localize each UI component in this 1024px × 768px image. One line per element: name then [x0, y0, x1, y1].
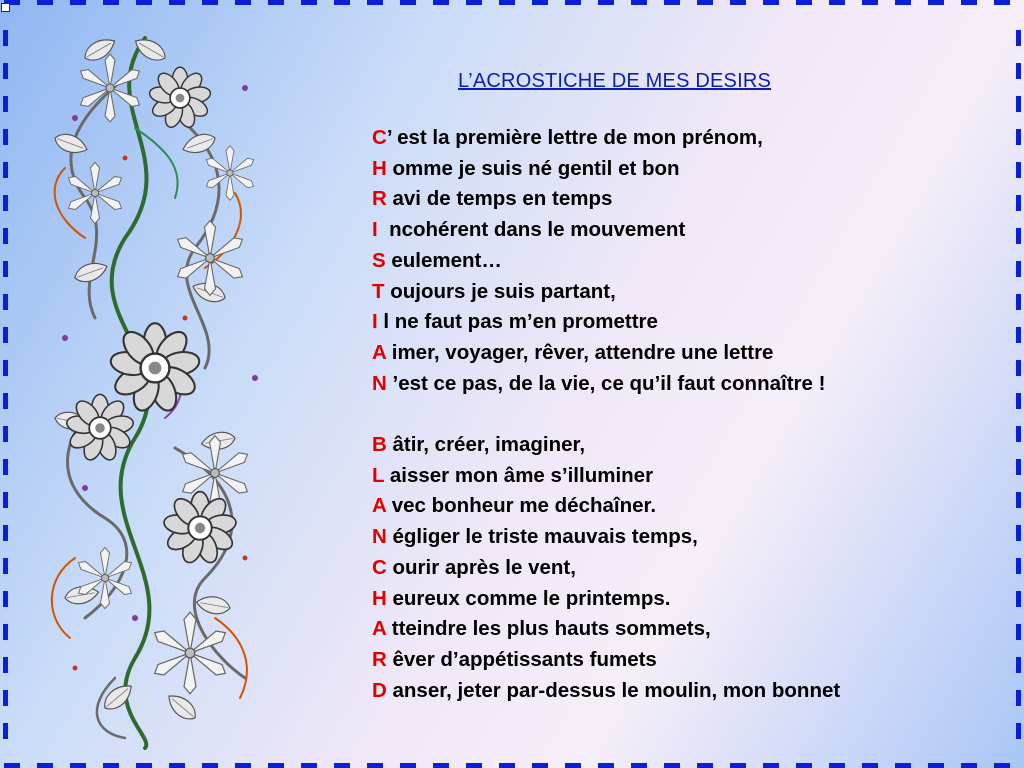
border-dash [499, 763, 515, 768]
border-dash [268, 763, 284, 768]
border-dash [664, 0, 680, 5]
acrostic-initial: R [372, 647, 387, 671]
poem-line-text: omme je suis né gentil et bon [386, 156, 680, 180]
border-dash [1016, 393, 1021, 409]
poem-line-text: vec bonheur me déchaîner. [386, 494, 657, 518]
border-dash [1016, 591, 1021, 607]
acrostic-initial: I [372, 310, 378, 334]
border-dash [1016, 624, 1021, 640]
border-dash [3, 63, 8, 79]
border-dash [103, 763, 119, 768]
border-dash [961, 0, 977, 5]
poem-line [372, 430, 840, 461]
poem-line-text: imer, voyager, rêver, attendre une lettre [386, 340, 774, 364]
border-dash [37, 763, 53, 768]
border-dash [1016, 492, 1021, 508]
border-dash [1016, 690, 1021, 706]
border-dash [3, 657, 8, 673]
poem-line [372, 369, 825, 400]
border-dash [565, 0, 581, 5]
border-dash [862, 0, 878, 5]
border-dash [103, 0, 119, 5]
border-dash [532, 0, 548, 5]
border-dash [433, 763, 449, 768]
border-dash [1016, 228, 1021, 244]
border-dash [400, 0, 416, 5]
poem-line-text: ourir après le vent, [386, 555, 576, 579]
border-dash [1016, 261, 1021, 277]
border-dash [3, 294, 8, 310]
poem-line [372, 553, 840, 584]
border-dash [466, 763, 482, 768]
acrostic-initial: H [372, 156, 387, 180]
border-dash [895, 0, 911, 5]
acrostic-initial: C [372, 126, 387, 149]
border-dash [3, 426, 8, 442]
border-dash [1016, 723, 1021, 739]
acrostic-initial: T [372, 279, 385, 303]
border-dash [763, 763, 779, 768]
border-dash [3, 360, 8, 376]
border-dash [367, 763, 383, 768]
border-dash [433, 0, 449, 5]
acrostic-initial: I [372, 218, 378, 242]
poem-line [372, 215, 825, 246]
border-dash [3, 129, 8, 145]
border-dash [1016, 459, 1021, 475]
border-dash [334, 763, 350, 768]
border-dash [730, 763, 746, 768]
border-dash [532, 763, 548, 768]
border-dash [3, 30, 8, 46]
poem-line [372, 246, 825, 277]
border-dash [3, 228, 8, 244]
border-dash [1016, 195, 1021, 211]
poem-line [372, 338, 825, 369]
border-dash [466, 0, 482, 5]
poem-line [372, 614, 840, 645]
poem-line-text: eureux comme le printemps. [386, 586, 671, 610]
border-dash [334, 0, 350, 5]
poem-line-text: avi de temps en temps [386, 187, 613, 211]
border-dash [1016, 426, 1021, 442]
poem-line-text: ’est ce pas, de la vie, ce qu’il faut connaître ! [386, 371, 826, 395]
border-dash [367, 0, 383, 5]
border-dash [136, 0, 152, 5]
poem-line [372, 491, 840, 522]
border-dash [829, 763, 845, 768]
acrostic-initial: B [372, 433, 387, 456]
border-dash [1016, 129, 1021, 145]
border-dash [565, 763, 581, 768]
poem-line-text: aisser mon âme s’illuminer [384, 463, 654, 487]
border-dash [1016, 525, 1021, 541]
border-dash [3, 624, 8, 640]
border-dash [697, 0, 713, 5]
acrostic-initial: S [372, 248, 386, 272]
border-dash [1016, 294, 1021, 310]
acrostic-initial: L [372, 463, 385, 487]
border-dash [1016, 162, 1021, 178]
poem-line-text: oujours je suis partant, [384, 279, 616, 303]
border-dash [3, 492, 8, 508]
border-dash [1016, 558, 1021, 574]
border-dash [829, 0, 845, 5]
poem-line [372, 277, 825, 308]
border-dash [1016, 30, 1021, 46]
border-dash [3, 690, 8, 706]
border-dash [994, 0, 1010, 5]
border-dash [631, 763, 647, 768]
border-dash [796, 763, 812, 768]
stanza-1 [372, 123, 825, 399]
border-dash [1016, 657, 1021, 673]
border-dash [697, 763, 713, 768]
poem-line [372, 584, 840, 615]
border-dash [3, 327, 8, 343]
border-dash [1016, 63, 1021, 79]
poem-line-text: tteindre les plus hauts sommets, [386, 617, 711, 641]
border-dash [4, 763, 20, 768]
border-dash [400, 763, 416, 768]
border-dash [37, 0, 53, 5]
border-dash [169, 0, 185, 5]
border-dash [730, 0, 746, 5]
poem-line-text: ’ est la première lettre de mon prénom, [386, 126, 763, 149]
border-dash [598, 763, 614, 768]
border-dash [3, 723, 8, 739]
border-dash [3, 96, 8, 112]
acrostic-initial: A [372, 617, 387, 641]
poem-line [372, 184, 825, 215]
border-dash [3, 591, 8, 607]
poem-line-text: eulement… [385, 248, 502, 272]
border-dash [499, 0, 515, 5]
border-dash [70, 0, 86, 5]
border-dash [1016, 96, 1021, 112]
border-dash [928, 763, 944, 768]
border-dash [268, 0, 284, 5]
acrostic-initial: R [372, 187, 387, 211]
border-dash [1016, 360, 1021, 376]
border-dash [895, 763, 911, 768]
acrostic-initial: C [372, 555, 387, 579]
border-dash [169, 763, 185, 768]
border-dash [3, 261, 8, 277]
poem-line-text: l ne faut pas m’en promettre [377, 310, 658, 334]
poem-line-text: ncohérent dans le mouvement [377, 218, 686, 242]
border-dash [3, 195, 8, 211]
poem-line-text: anser, jeter par-dessus le moulin, mon bonnet [386, 678, 841, 702]
acrostic-initial: D [372, 678, 387, 702]
border-dash [235, 0, 251, 5]
corner-marker [1, 3, 10, 12]
border-dash [301, 763, 317, 768]
border-dash [664, 763, 680, 768]
border-dash [598, 0, 614, 5]
poem-line [372, 461, 840, 492]
poem-line [372, 676, 840, 707]
border-dash [3, 459, 8, 475]
floral-ornament-icon [15, 18, 285, 750]
border-dash [3, 393, 8, 409]
border-dash [1016, 327, 1021, 343]
poem-line [372, 307, 825, 338]
acrostic-initial: H [372, 586, 387, 610]
poem-line-text: âtir, créer, imaginer, [386, 433, 586, 456]
acrostic-initial: N [372, 371, 387, 395]
border-dash [136, 763, 152, 768]
acrostic-initial: A [372, 494, 387, 518]
stanza-2 [372, 430, 840, 706]
poem-line [372, 645, 840, 676]
poem-line-text: êver d’appétissants fumets [386, 647, 657, 671]
border-dash [631, 0, 647, 5]
border-dash [994, 763, 1010, 768]
poem-line [372, 123, 825, 154]
acrostic-initial: N [372, 525, 387, 549]
border-dash [763, 0, 779, 5]
border-dash [928, 0, 944, 5]
border-dash [70, 763, 86, 768]
poem-line-text: égliger le triste mauvais temps, [386, 525, 698, 549]
poem-line [372, 154, 825, 185]
border-dash [3, 558, 8, 574]
border-dash [796, 0, 812, 5]
border-dash [961, 763, 977, 768]
border-dash [3, 525, 8, 541]
poem-line [372, 522, 840, 553]
border-dash [862, 763, 878, 768]
acrostic-initial: A [372, 340, 387, 364]
border-dash [202, 763, 218, 768]
border-dash [3, 162, 8, 178]
border-dash [202, 0, 218, 5]
border-dash [301, 0, 317, 5]
page-title: L’ACROSTICHE DE MES DESIRS [458, 70, 772, 92]
border-dash [235, 763, 251, 768]
